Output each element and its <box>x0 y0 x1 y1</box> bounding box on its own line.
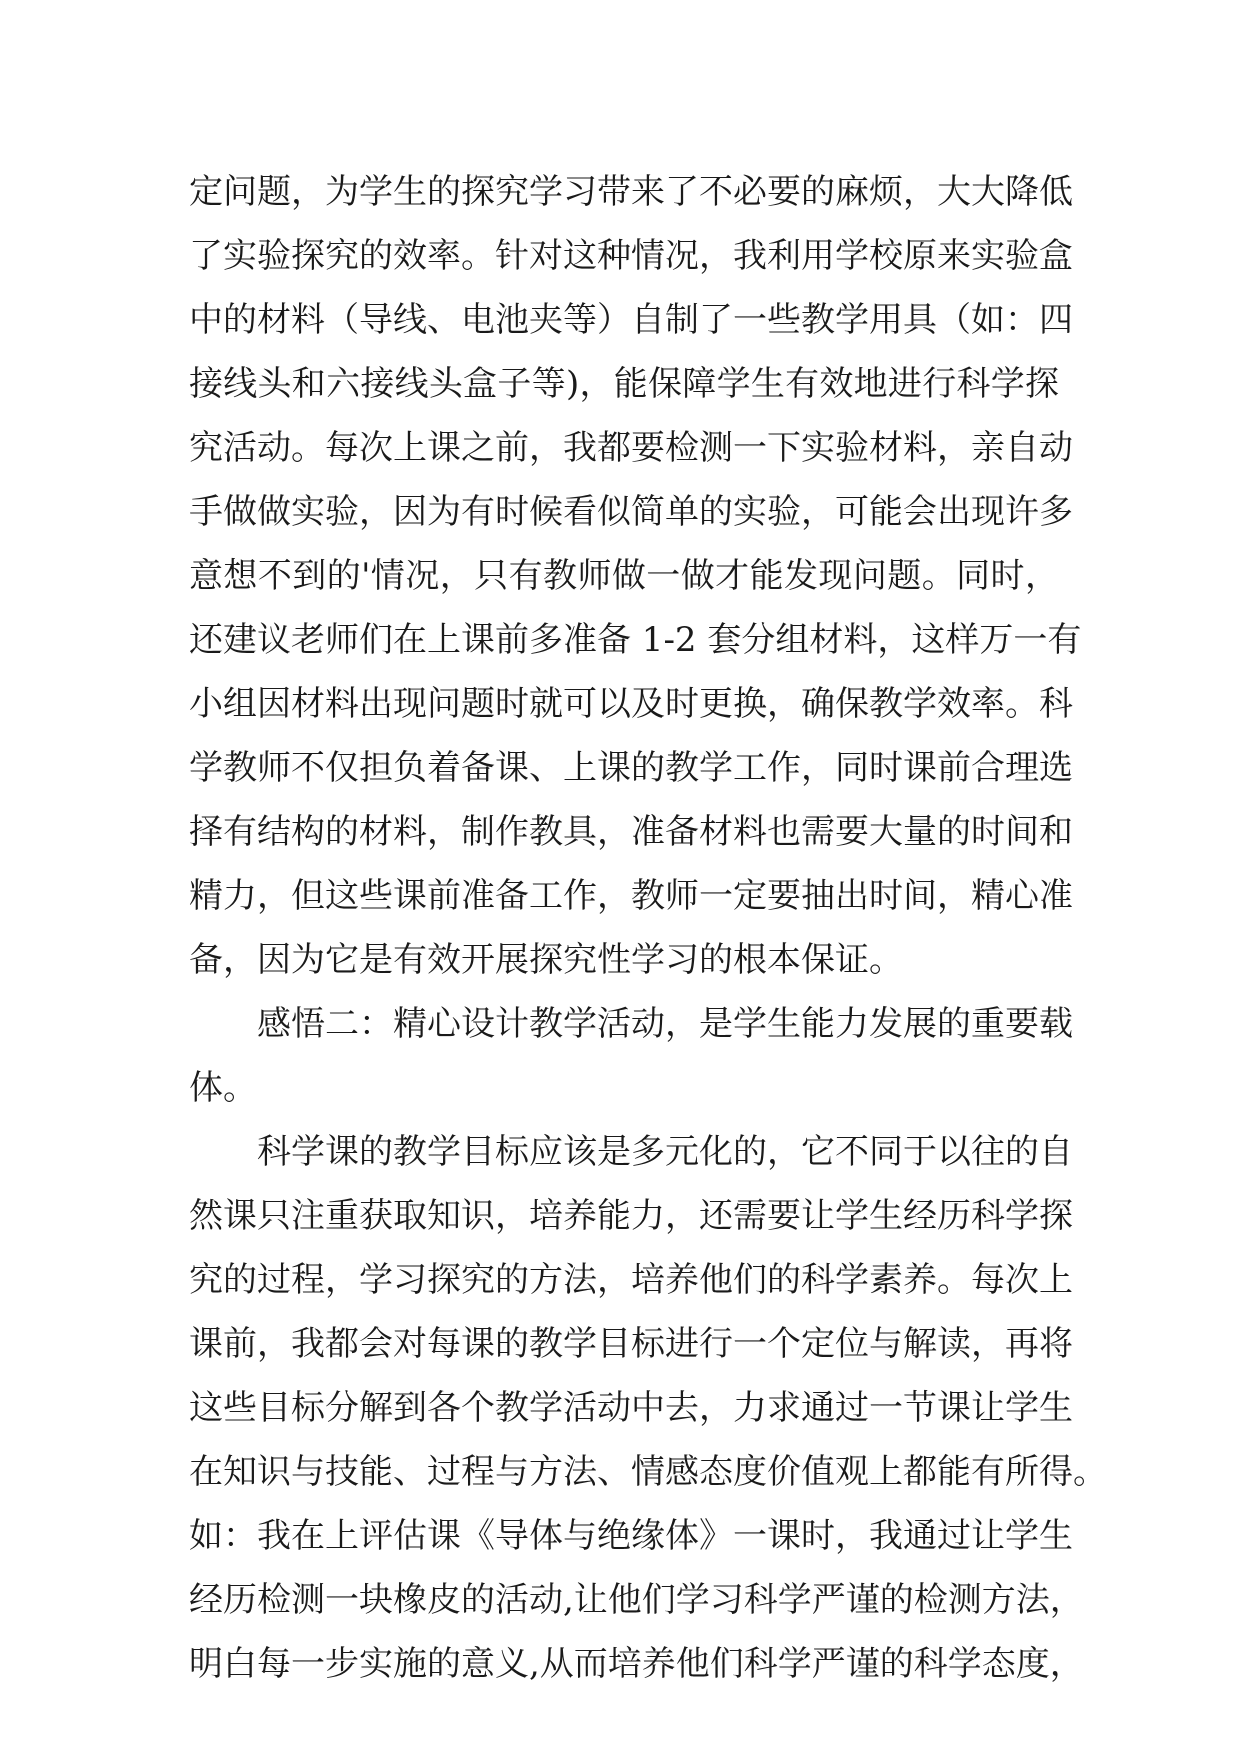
text-line: 究活动。每次上课之前，我都要检测一下实验材料，亲自动 <box>189 428 1073 468</box>
section-heading-line: 感悟二：精心设计教学活动，是学生能力发展的重要载 <box>257 1004 1073 1044</box>
text-line: 明白每一步实施的意义,从而培养他们科学严谨的科学态度， <box>189 1644 1084 1684</box>
text-line: 究的过程，学习探究的方法，培养他们的科学素养。每次上 <box>189 1260 1073 1300</box>
text-line: 精力，但这些课前准备工作，教师一定要抽出时间，精心准 <box>189 876 1073 916</box>
text-line: 学教师不仅担负着备课、上课的教学工作，同时课前合理选 <box>189 748 1073 788</box>
text-line: 了实验探究的效率。针对这种情况，我利用学校原来实验盒 <box>189 236 1073 276</box>
text-line: 经历检测一块橡皮的活动,让他们学习科学严谨的检测方法， <box>189 1580 1084 1620</box>
text-line: 如：我在上评估课《导体与绝缘体》一课时，我通过让学生 <box>189 1516 1073 1556</box>
text-line: 接线头和六接线头盒子等)，能保障学生有效地进行科学探 <box>189 364 1059 404</box>
text-line: 择有结构的材料，制作教具，准备材料也需要大量的时间和 <box>189 812 1073 852</box>
text-line: 这些目标分解到各个教学活动中去，力求通过一节课让学生 <box>189 1388 1073 1428</box>
text-line: 手做做实验，因为有时候看似简单的实验，可能会出现许多 <box>189 492 1073 532</box>
text-line: 意想不到的'情况，只有教师做一做才能发现问题。同时， <box>189 556 1059 596</box>
section-heading-line: 体。 <box>189 1068 257 1108</box>
text-line: 在知识与技能、过程与方法、情感态度价值观上都能有所得。 <box>189 1452 1107 1492</box>
text-line: 还建议老师们在上课前多准备 1-2 套分组材料，这样万一有 <box>189 620 1082 660</box>
text-line: 备，因为它是有效开展探究性学习的根本保证。 <box>189 940 903 980</box>
text-line: 小组因材料出现问题时就可以及时更换，确保教学效率。科 <box>189 684 1073 724</box>
text-line: 中的材料（导线、电池夹等）自制了一些教学用具（如：四 <box>189 300 1073 340</box>
text-line: 课前，我都会对每课的教学目标进行一个定位与解读，再将 <box>189 1324 1073 1364</box>
body-text <box>189 160 1107 1696</box>
text-line: 定问题，为学生的探究学习带来了不必要的麻烦，大大降低 <box>189 172 1073 212</box>
text-line: 科学课的教学目标应该是多元化的，它不同于以往的自 <box>257 1132 1073 1172</box>
text-line: 然课只注重获取知识，培养能力，还需要让学生经历科学探 <box>189 1196 1073 1236</box>
